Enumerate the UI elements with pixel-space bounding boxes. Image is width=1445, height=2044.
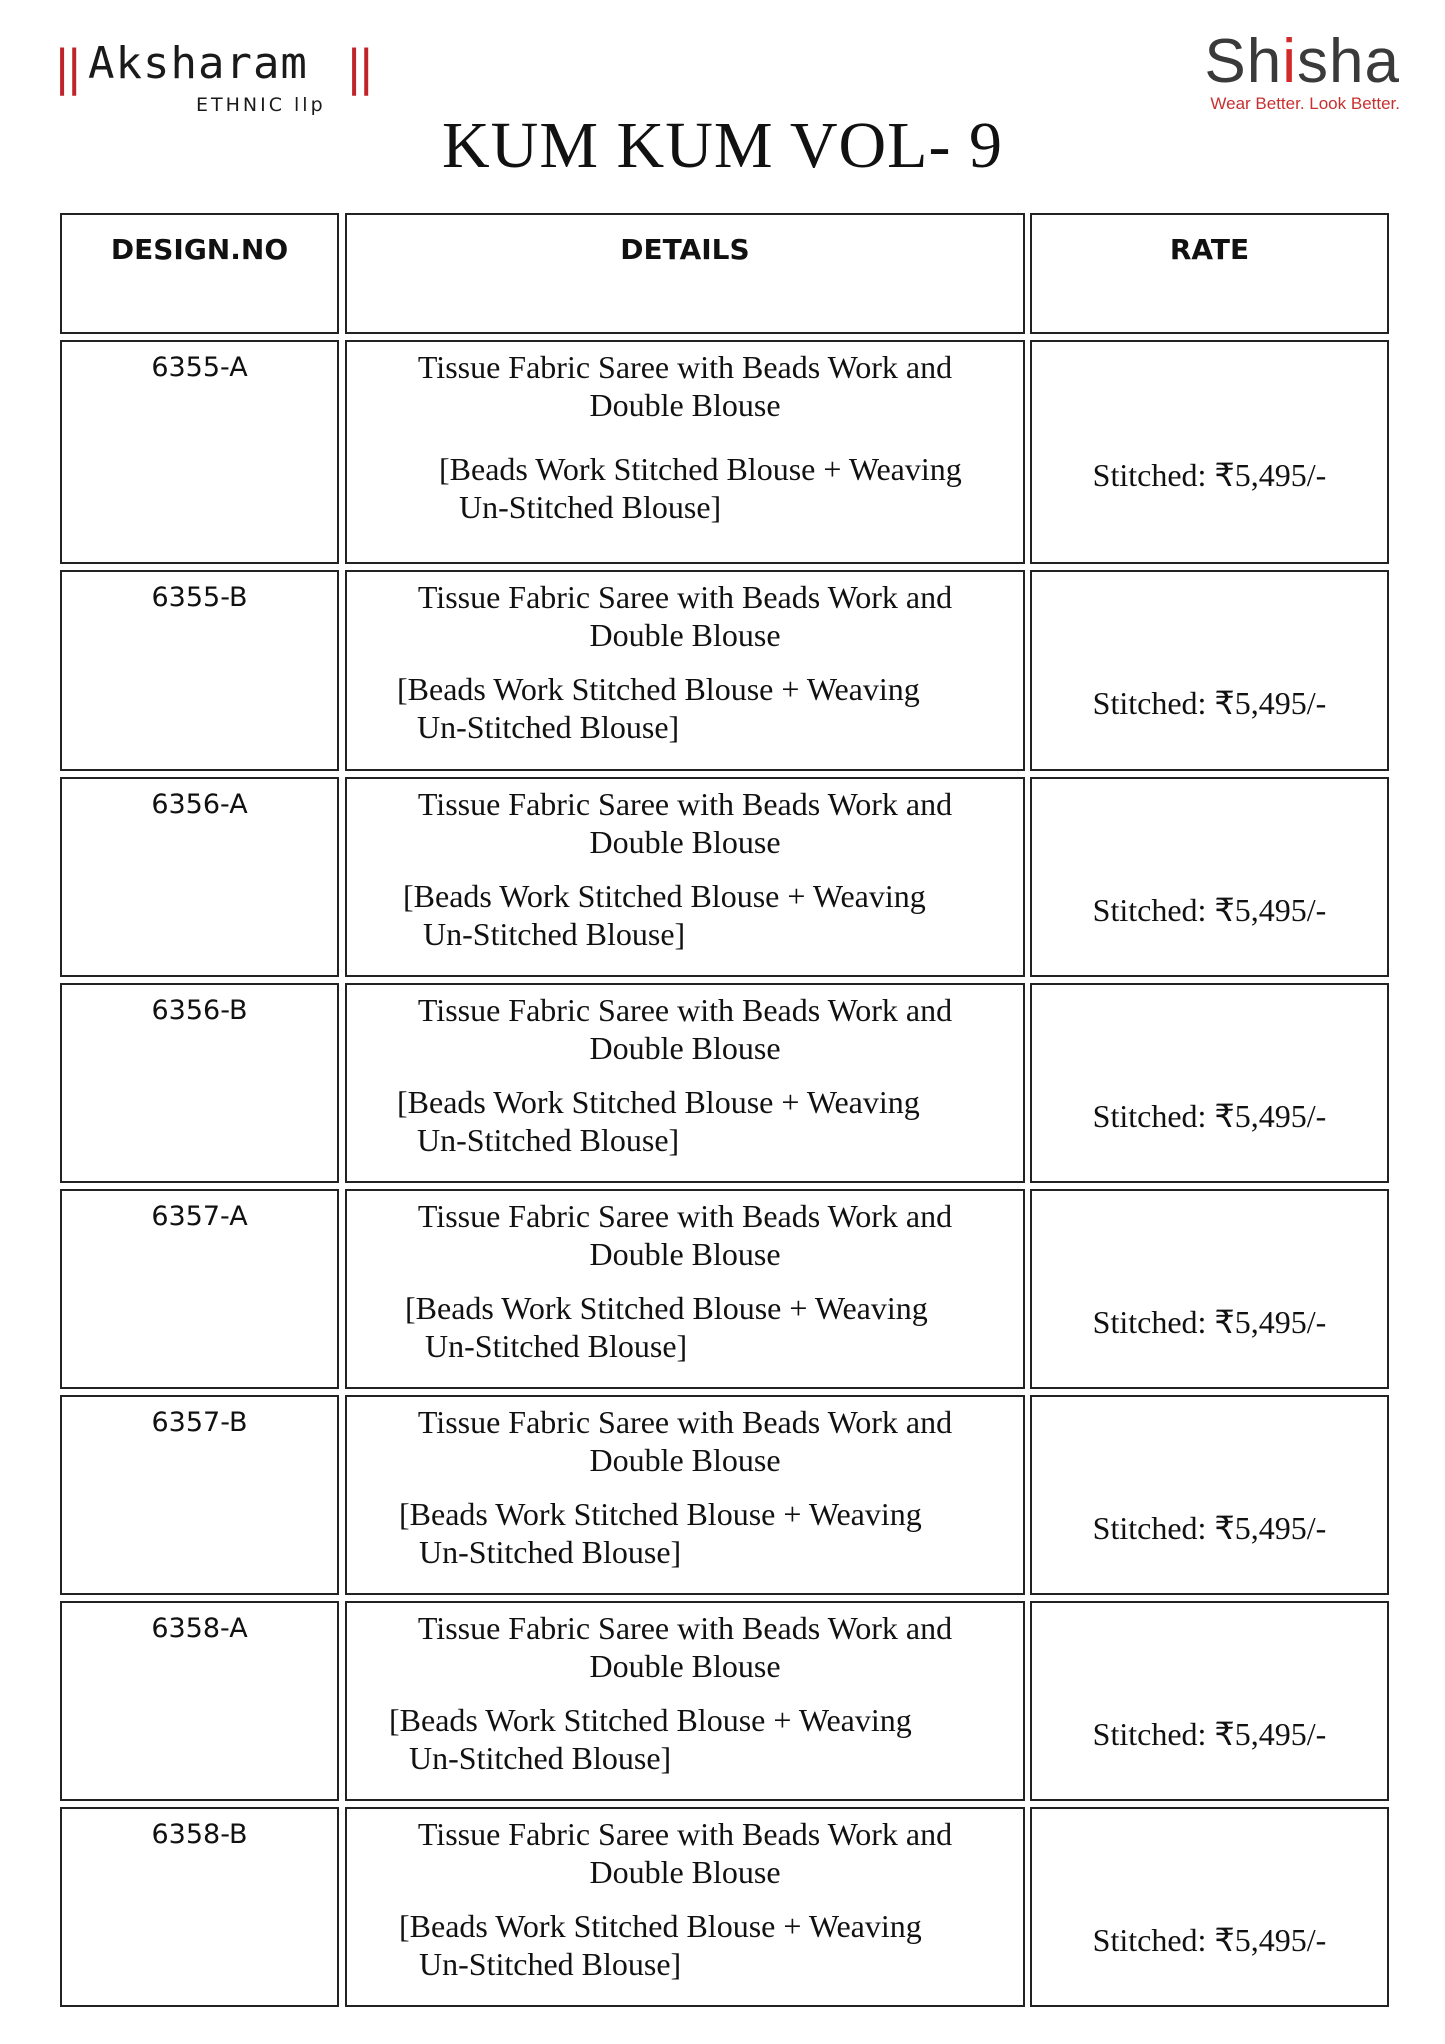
detail-blouse-note bbox=[403, 877, 1003, 953]
detail-sub-line-1: [Beads Work Stitched Blouse + Weaving bbox=[399, 1908, 922, 1944]
design-number: 6358-A bbox=[151, 1613, 248, 1644]
table-row-design-cell bbox=[60, 983, 339, 1183]
detail-sub-line-2: Un-Stitched Blouse] bbox=[417, 1122, 680, 1158]
detail-sub-line-1: [Beads Work Stitched Blouse + Weaving bbox=[397, 1084, 920, 1120]
detail-sub-line-1: [Beads Work Stitched Blouse + Weaving bbox=[399, 1496, 922, 1532]
table-row-details-cell bbox=[345, 983, 1025, 1183]
logo-name: Aksharam bbox=[88, 38, 308, 89]
detail-sub-line-2: Un-Stitched Blouse] bbox=[417, 709, 680, 745]
design-number: 6358-B bbox=[151, 1819, 248, 1850]
detail-blouse-note bbox=[389, 1701, 1003, 1777]
detail-sub-line-2: Un-Stitched Blouse] bbox=[409, 1740, 672, 1776]
header-details: DETAILS bbox=[620, 233, 750, 266]
table-row-design-cell bbox=[60, 1807, 339, 2007]
detail-line-1: Tissue Fabric Saree with Beads Work and bbox=[417, 1198, 953, 1234]
table-row-details-cell bbox=[345, 777, 1025, 977]
table-row-details-cell bbox=[345, 570, 1025, 771]
detail-description bbox=[347, 991, 1023, 1067]
detail-sub-line-1: [Beads Work Stitched Blouse + Weaving bbox=[403, 878, 926, 914]
design-number: 6355-B bbox=[151, 582, 248, 613]
table-row-details-cell bbox=[345, 1807, 1025, 2007]
detail-blouse-note bbox=[397, 670, 1003, 746]
rate-value: Stitched: ₹5,495/- bbox=[1092, 1510, 1327, 1546]
table-row-rate-cell bbox=[1030, 777, 1389, 977]
rate-value: Stitched: ₹5,495/- bbox=[1092, 685, 1327, 721]
detail-line-1: Tissue Fabric Saree with Beads Work and bbox=[417, 579, 953, 615]
logo-bars-right: || bbox=[346, 40, 371, 96]
detail-line-2: Double Blouse bbox=[589, 1030, 781, 1066]
rate-value: Stitched: ₹5,495/- bbox=[1092, 892, 1327, 928]
detail-description bbox=[347, 1197, 1023, 1273]
table-row-details-cell bbox=[345, 1601, 1025, 1801]
detail-blouse-note bbox=[399, 1907, 1003, 1983]
table-row-design-cell bbox=[60, 1395, 339, 1595]
rate-value: Stitched: ₹5,495/- bbox=[1092, 457, 1327, 493]
shisha-tagline: Wear Better. Look Better. bbox=[1210, 94, 1400, 113]
table-row-details-cell bbox=[345, 1395, 1025, 1595]
detail-line-2: Double Blouse bbox=[589, 387, 781, 423]
detail-description bbox=[347, 1815, 1023, 1891]
detail-description bbox=[347, 1609, 1023, 1685]
detail-line-1: Tissue Fabric Saree with Beads Work and bbox=[417, 1816, 953, 1852]
rate-value: Stitched: ₹5,495/- bbox=[1092, 1922, 1327, 1958]
table-row-rate-cell bbox=[1030, 1601, 1389, 1801]
table-row-rate-cell bbox=[1030, 340, 1389, 564]
detail-sub-line-1: [Beads Work Stitched Blouse + Weaving bbox=[389, 1702, 912, 1738]
header-details-cell bbox=[345, 213, 1025, 334]
detail-sub-line-1: [Beads Work Stitched Blouse + Weaving bbox=[397, 671, 920, 707]
detail-blouse-note bbox=[439, 450, 1003, 526]
table-row-details-cell bbox=[345, 1189, 1025, 1389]
table-row-rate-cell bbox=[1030, 1189, 1389, 1389]
design-number: 6356-A bbox=[151, 789, 248, 820]
detail-blouse-note bbox=[399, 1495, 1003, 1571]
detail-sub-line-1: [Beads Work Stitched Blouse + Weaving bbox=[405, 1290, 928, 1326]
header-rate: RATE bbox=[1169, 233, 1250, 266]
detail-description bbox=[347, 785, 1023, 861]
detail-sub-line-2: Un-Stitched Blouse] bbox=[423, 916, 686, 952]
table-row-design-cell bbox=[60, 1601, 339, 1801]
detail-line-2: Double Blouse bbox=[589, 1236, 781, 1272]
detail-line-1: Tissue Fabric Saree with Beads Work and bbox=[417, 1610, 953, 1646]
detail-line-2: Double Blouse bbox=[589, 617, 781, 653]
header-design-no-cell bbox=[60, 213, 339, 334]
design-number: 6357-B bbox=[151, 1407, 248, 1438]
detail-description bbox=[347, 348, 1023, 424]
table-row-details-cell bbox=[345, 340, 1025, 564]
rate-value: Stitched: ₹5,495/- bbox=[1092, 1304, 1327, 1340]
table-row-rate-cell bbox=[1030, 983, 1389, 1183]
detail-line-1: Tissue Fabric Saree with Beads Work and bbox=[417, 992, 953, 1028]
detail-line-2: Double Blouse bbox=[589, 1648, 781, 1684]
logo-bars-left: || bbox=[54, 40, 79, 96]
design-number: 6356-B bbox=[151, 995, 248, 1026]
table-row-design-cell bbox=[60, 1189, 339, 1389]
table-row-rate-cell bbox=[1030, 570, 1389, 771]
detail-line-1: Tissue Fabric Saree with Beads Work and bbox=[417, 1404, 953, 1440]
rate-value: Stitched: ₹5,495/- bbox=[1092, 1716, 1327, 1752]
logo-subtitle: ETHNIC llp bbox=[196, 94, 326, 116]
catalog-title: KUM KUM VOL- 9 bbox=[442, 109, 1003, 182]
detail-sub-line-2: Un-Stitched Blouse] bbox=[419, 1946, 682, 1982]
detail-sub-line-2: Un-Stitched Blouse] bbox=[425, 1328, 688, 1364]
design-number: 6357-A bbox=[151, 1201, 248, 1232]
header-rate-cell bbox=[1030, 213, 1389, 334]
detail-blouse-note bbox=[405, 1289, 1003, 1365]
detail-sub-line-2: Un-Stitched Blouse] bbox=[419, 1534, 682, 1570]
detail-blouse-note bbox=[397, 1083, 1003, 1159]
detail-line-1: Tissue Fabric Saree with Beads Work and bbox=[417, 786, 953, 822]
detail-line-2: Double Blouse bbox=[589, 1442, 781, 1478]
table-row-design-cell bbox=[60, 570, 339, 771]
table-row-rate-cell bbox=[1030, 1807, 1389, 2007]
rate-value: Stitched: ₹5,495/- bbox=[1092, 1098, 1327, 1134]
table-row-design-cell bbox=[60, 340, 339, 564]
detail-description bbox=[347, 1403, 1023, 1479]
detail-line-1: Tissue Fabric Saree with Beads Work and bbox=[417, 349, 953, 385]
detail-sub-line-2: Un-Stitched Blouse] bbox=[459, 489, 722, 525]
shisha-logo-name: Shisha bbox=[1204, 27, 1400, 96]
table-row-rate-cell bbox=[1030, 1395, 1389, 1595]
shisha-logo bbox=[1150, 27, 1400, 120]
table-row-design-cell bbox=[60, 777, 339, 977]
detail-line-2: Double Blouse bbox=[589, 824, 781, 860]
header-design-no: DESIGN.NO bbox=[110, 233, 289, 266]
design-number: 6355-A bbox=[151, 352, 248, 383]
detail-line-2: Double Blouse bbox=[589, 1854, 781, 1890]
detail-sub-line-1: [Beads Work Stitched Blouse + Weaving bbox=[439, 451, 962, 487]
detail-description bbox=[347, 578, 1023, 654]
